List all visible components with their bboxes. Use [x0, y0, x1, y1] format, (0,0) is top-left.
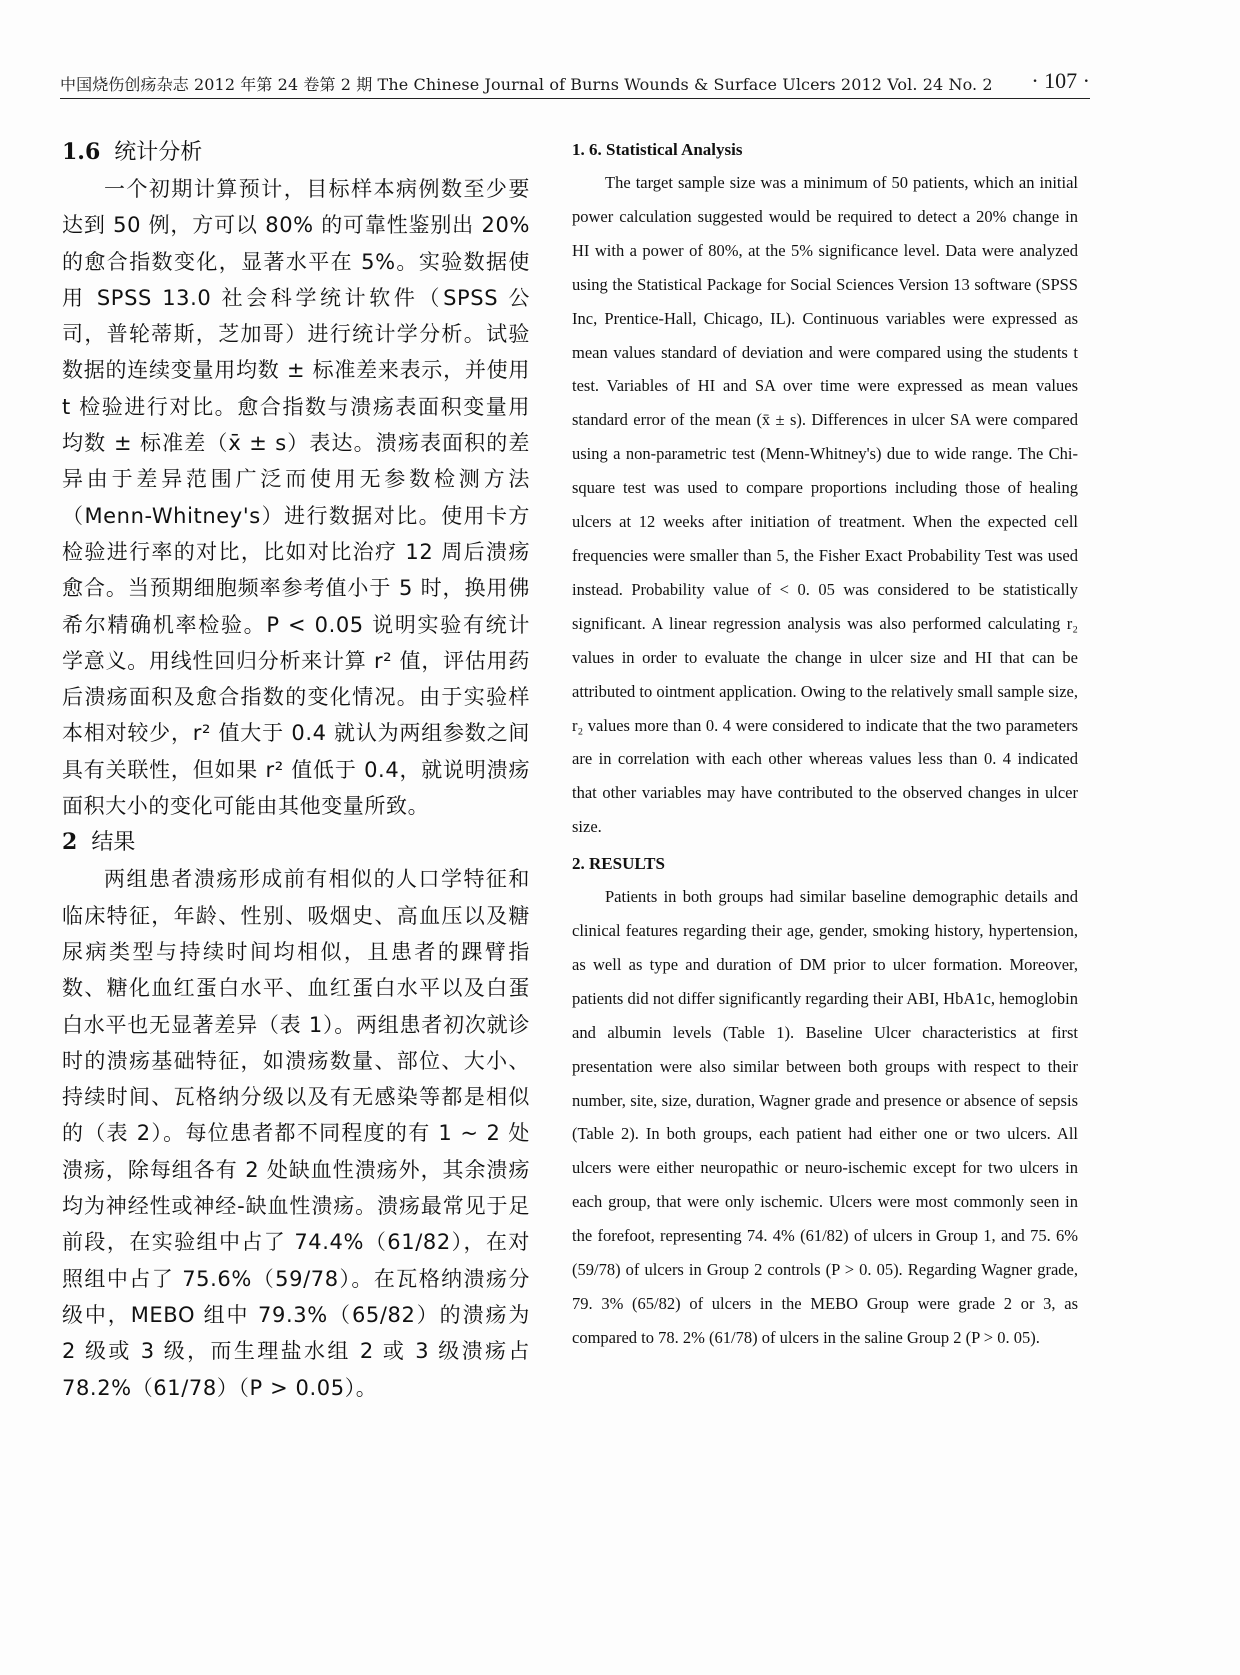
section-heading-2-cn [62, 824, 530, 861]
section-title: 统计分析 [114, 140, 203, 165]
chinese-column [62, 134, 530, 1406]
header-rule [60, 98, 1090, 99]
section-number: 1.6 [62, 139, 101, 165]
section-heading-2-en: 2. RESULTS [572, 854, 665, 874]
english-column [572, 134, 1078, 1355]
paragraph-statistics-en: The target sample size was a minimum of 50 patients, which an initial power calculation suggested would be required to detect a 20% change in HI with a power of 80%, at the 5% significance level. Data were analyzed using the Statistical Package for Social Sciences Version 13 software (SPSS Inc, Prentice-Hall, Chicago, IL). Continuous variables were expressed as mean values standard of deviation and were compared using the students t test. Variables of HI and SA over time were expressed as mean values standard error of the mean (x̄ ± s). Differences in ulcer SA were compared using a non-parametric test (Menn-Whitney's) due to wide range. The Chi-square test was used to compare proportions including those of healing ulcers at 12 weeks after initiation of treatment. When the expected cell frequencies were smaller than 5, the Fisher Exact Probability Test was used instead. Probability value of < 0. 05 was considered to be statistically significant. A linear regression analysis was also performed calculating r₂ values in order to evaluate the change in ulcer size and HI that can be attributed to ointment application. Owing to the relatively small sample size, r₂ values more than 0. 4 were considered to indicate that the two parameters are in correlation with each other whereas values less than 0. 4 indicated that other variables may have contributed to the observed changes in ulcer size. [572, 173, 1078, 837]
paragraph-statistics-cn: 一个初期计算预计，目标样本病例数至少要达到 50 例，方可以 80% 的可靠性鉴别出 20% 的愈合指数变化，显著水平在 5%。实验数据使用 SPSS 13.0 社会科学统计软件（SPSS 公司，普轮蒂斯，芝加哥）进行统计学分析。试验数据的连续变量用均数 ± 标准差来表示，并使用 t 检验进行对比。愈合指数与溃疡表面积变量用均数 ± 标准差（x̄ ± s）表达。溃疡表面积的差异由于差异范围广泛而使用无参数检测方法（Menn-Whitney's）进行数据对比。使用卡方检验进行率的对比，比如对比治疗 12 周后溃疡愈合。当预期细胞频率参考值小于 5 时，换用佛希尔精确机率检验。P < 0.05 说明实验有统计学意义。用线性回归分析来计算 r² 值，评估用药后溃疡面积及愈合指数的变化情况。由于实验样本相对较少，r² 值大于 0.4 就认为两组参数之间具有关联性，但如果 r² 值低于 0.4，就说明溃疡面积大小的变化可能由其他变量所致。 [62, 177, 530, 819]
section-title: 结果 [91, 830, 136, 856]
section-heading-1-6-en: 1. 6. Statistical Analysis [572, 140, 743, 159]
running-header [60, 68, 1090, 102]
page-number: · 107 · [1031, 68, 1090, 93]
running-title: 中国烧伤创疡杂志 2012 年第 24 卷第 2 期 The Chinese Journal of Burns Wounds & Surface Ulcers 2012 Vol. 24 No. 2 [60, 75, 993, 94]
section-number: 2 [62, 829, 78, 856]
paragraph-results-en: Patients in both groups had similar baseline demographic details and clinical features regarding their age, gender, smoking history, hypertension, as well as type and duration of DM prior to ulcer formation. Moreover, patients did not differ significantly regarding their ABI, HbA1c, hemoglobin and albumin levels (Table 1). Baseline Ulcer characteristics at first presentation were also similar between both groups with respect to their number, site, size, duration, Wagner grade and presence or absence of sepsis (Table 2). In both groups, each patient had either one or two ulcers. All ulcers were either neuropathic or neuro-ischemic except for two ulcers in each group, that were only ischemic. Ulcers were most commonly seen in the forefoot, representing 74. 4% (61/82) of ulcers in Group 1, and 75. 6% (59/78) of ulcers in Group 2 controls (P > 0. 05). Regarding Wagner grade, 79. 3% (65/82) of ulcers in the MEBO Group were grade 2 or 3, as compared to 78. 2% (61/78) of ulcers in the saline Group 2 (P > 0. 05). [572, 887, 1078, 1347]
section-heading-1-6-cn [62, 134, 530, 171]
paragraph-results-cn: 两组患者溃疡形成前有相似的人口学特征和临床特征，年龄、性别、吸烟史、高血压以及糖尿病类型与持续时间均相似，且患者的踝臂指数、糖化血红蛋白水平、血红蛋白水平以及白蛋白水平也无显著差异（表 1）。两组患者初次就诊时的溃疡基础特征，如溃疡数量、部位、大小、持续时间、瓦格纳分级以及有无感染等都是相似的（表 2）。每位患者都不同程度的有 1 ~ 2 处溃疡，除每组各有 2 处缺血性溃疡外，其余溃疡均为神经性或神经-缺血性溃疡。溃疡最常见于足前段，在实验组中占了 74.4%（61/82），在对照组中占了 75.6%（59/78）。在瓦格纳溃疡分级中，MEBO 组中 79.3%（65/82）的溃疡为 2 级或 3 级，而生理盐水组 2 或 3 级溃疡占 78.2%（61/78）（P > 0.05）。 [62, 867, 530, 1400]
